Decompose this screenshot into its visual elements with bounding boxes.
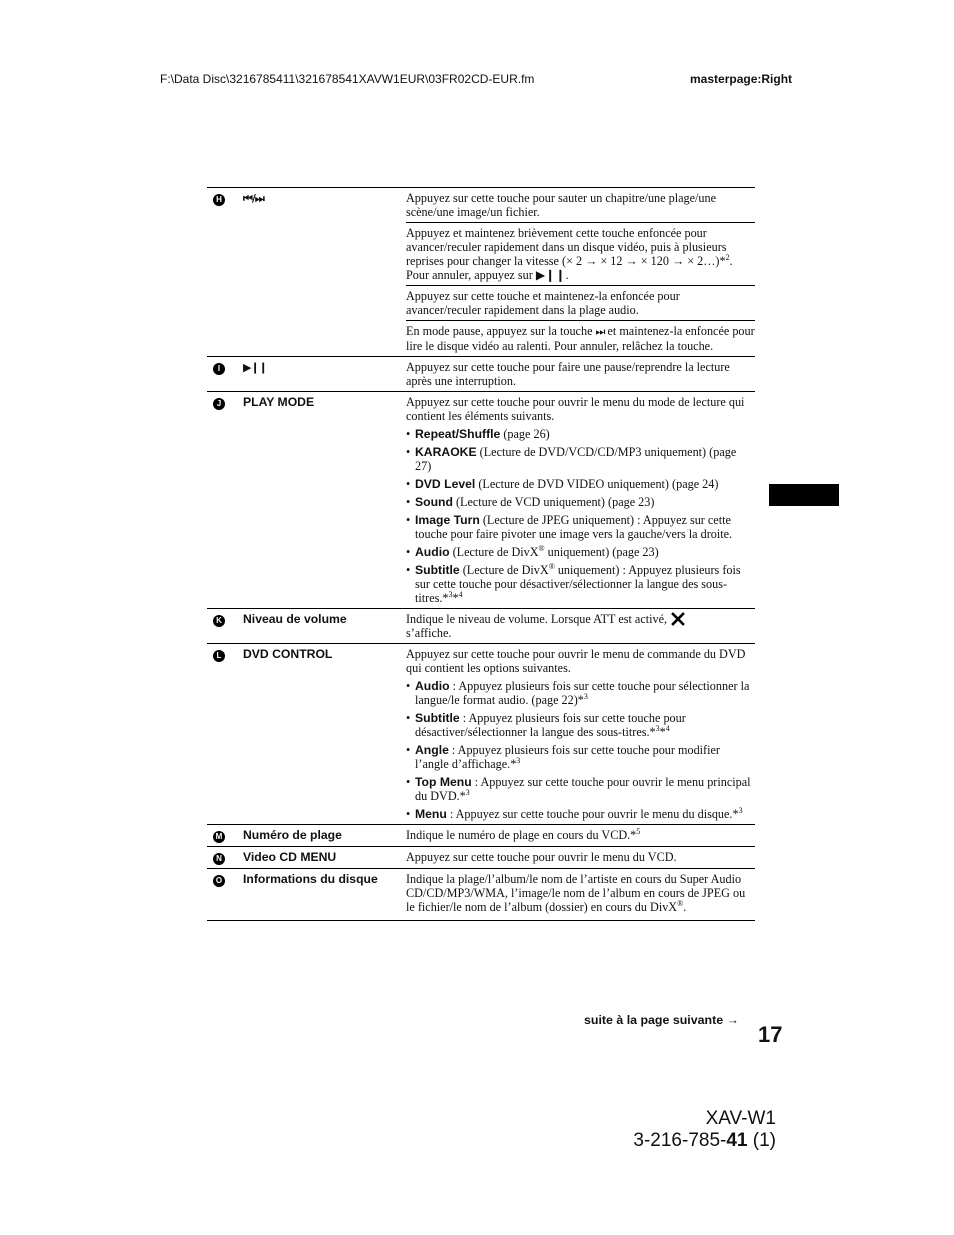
model-info — [633, 1108, 776, 1152]
circled-letter-i: I — [213, 363, 225, 375]
dvd-control-label: DVD CONTROL — [243, 644, 406, 825]
row-l-desc: Appuyez sur cette touche pour ouvrir le menu de commande du DVD qui contient les options suivantes. • Audio : Appuyez plusieurs fois sur cette touche pour sélectionner la langue/le format audio. (page 22)*$^3$ • Subtitle : Appuyez plusieurs fois sur cette touche pour désactiver/sélectionner la langue des sous-titres.*$^3$*$^4$ • Angle : Appuyez plusieurs fois sur cette touche pour modifier l’angle d’affichage.*$^3$ • Top Menu : Appuyez sur cette touche pour ouvrir le menu principal du DVD.*$^3$ • Menu : Appuyez sur cette touche pour ouvrir le menu du disque.*$^3$ — [406, 644, 755, 825]
list-item: • Repeat/Shuffle (page 26) — [406, 427, 755, 441]
row-n-desc: Appuyez sur cette touche pour ouvrir le menu du VCD. — [406, 847, 755, 869]
list-item: • Audio (Lecture de DivX® uniquement) (page 23) — [406, 545, 755, 559]
disc-info-label: Informations du disque — [243, 869, 406, 921]
row-o-desc: Indique la plage/l’album/le nom de l’artiste en cours du Super Audio CD/CD/MP3/WMA, l’image/le nom de l’album en cours de JPEG ou le fichier/le nom de l’album (dossier) en cours du DivX®. — [406, 869, 755, 921]
masterpage-header: masterpage:Right — [690, 72, 793, 86]
list-item: • Image Turn (Lecture de JPEG uniquement) : Appuyez sur cette touche pour faire pivoter une image vers la gauche/vers la droite. — [406, 513, 755, 541]
circled-letter-j: J — [213, 398, 225, 410]
play-pause-icon: ▶❙❙ — [243, 361, 267, 374]
row-h-desc-2: Appuyez et maintenez brièvement cette touche enfoncée pour avancer/reculer rapidement dans un disque vidéo, puis à plusieurs reprises pour changer la vitesse (× 2 → × 12 → × 120 → × 2…)*$^2$. Pour annuler, appuyez sur ▶❙❙. — [406, 223, 755, 286]
list-item: • Subtitle (Lecture de DivX® uniquement) : Appuyez plusieurs fois sur cette touche pour désactiver/sélectionner la langue des sous-titres.*$^3$*$^4$ — [406, 563, 755, 605]
list-item: • Top Menu : Appuyez sur cette touche pour ouvrir le menu principal du DVD.*$^3$ — [406, 775, 755, 803]
table-row — [207, 644, 755, 825]
track-number-label: Numéro de plage — [243, 825, 406, 847]
table-row — [207, 357, 755, 392]
circled-letter-n: N — [213, 853, 225, 865]
table-row — [207, 188, 755, 223]
table-row — [207, 609, 755, 644]
list-item: • KARAOKE (Lecture de DVD/VCD/CD/MP3 uniquement) (page 27) — [406, 445, 755, 473]
volume-level-label: Niveau de volume — [243, 609, 406, 644]
circled-letter-l: L — [213, 650, 225, 662]
video-cd-menu-label: Video CD MENU — [243, 847, 406, 869]
continue-note: suite à la page suivante → — [584, 1013, 739, 1027]
circled-letter-h: H — [213, 194, 225, 206]
row-h-desc-4: En mode pause, appuyez sur la touche ⏭ et maintenez-la enfoncée pour lire le disque vidéo au ralenti. Pour annuler, relâchez la touche. — [406, 321, 755, 357]
section-tab-marker — [769, 484, 839, 506]
dvd-control-options-list — [406, 679, 755, 821]
row-h-desc-3: Appuyez sur cette touche et maintenez-la enfoncée pour avancer/reculer rapidement dans la plage audio. — [406, 286, 755, 321]
page-number: 17 — [758, 1022, 783, 1047]
list-item: • Subtitle : Appuyez plusieurs fois sur cette touche pour désactiver/sélectionner la langue des sous-titres.*$^3$*$^4$ — [406, 711, 755, 739]
row-i-desc: Appuyez sur cette touche pour faire une pause/reprendre la lecture après une interruption. — [406, 357, 755, 392]
button-reference-table — [207, 187, 755, 921]
table-row — [207, 869, 755, 921]
row-m-desc: Indique le numéro de plage en cours du VCD.*$^5$ — [406, 825, 755, 847]
table-row — [207, 847, 755, 869]
file-path-header: F:\Data Disc\3216785411\321678541XAVW1EUR\03FR02CD-EUR.fm — [160, 72, 535, 86]
row-h-desc-1: Appuyez sur cette touche pour sauter un chapitre/une plage/une scène/une image/un fichier. — [406, 191, 716, 219]
circled-letter-k: K — [213, 615, 225, 627]
row-k-desc: Indique le niveau de volume. Lorsque ATT est activé, s’affiche. — [406, 609, 755, 644]
circled-letter-m: M — [213, 831, 225, 843]
play-mode-label: PLAY MODE — [243, 392, 406, 609]
row-j-desc: Appuyez sur cette touche pour ouvrir le menu du mode de lecture qui contient les éléments suivants. • Repeat/Shuffle (page 26) • KARAOKE (Lecture de DVD/VCD/CD/MP3 uniquement) (page 27) • DVD Level (Lecture de DVD VIDEO uniquement) (page 24) • Sound (Lecture de VCD uniquement) (page 23) • Image Turn (Lecture de JPEG uniquement) : Appuyez sur cette touche pour faire pivoter une image vers la gauche/vers la droite. • Audio (Lecture de DivX® uniquement) (page 23) • Subtitle (Lecture de DivX® uniquement) : Appuyez plusieurs fois sur cette touche pour désactiver/sélectionner la langue des sous-titres.*$^3$*$^4$ — [406, 392, 755, 609]
model-name: XAV-W1 — [705, 1108, 776, 1129]
list-item: • Menu : Appuyez sur cette touche pour ouvrir le menu du disque.*$^3$ — [406, 807, 755, 821]
list-item: • Sound (Lecture de VCD uniquement) (page 23) — [406, 495, 755, 509]
next-track-icon: ⏭ — [595, 325, 605, 338]
mute-x-icon — [671, 612, 685, 626]
list-item: • Angle : Appuyez plusieurs fois sur cette touche pour modifier l’angle d’affichage.*$^3$ — [406, 743, 755, 771]
table-row — [207, 392, 755, 609]
prev-next-icon: ⏮/⏭ — [243, 192, 264, 205]
play-mode-options-list — [406, 427, 755, 605]
table-row — [207, 825, 755, 847]
circled-letter-o: O — [213, 875, 225, 887]
part-number: 3-216-785-41 (1) — [633, 1130, 776, 1151]
list-item: • Audio : Appuyez plusieurs fois sur cette touche pour sélectionner la langue/le format audio. (page 22)*$^3$ — [406, 679, 755, 707]
list-item: • DVD Level (Lecture de DVD VIDEO uniquement) (page 24) — [406, 477, 755, 491]
